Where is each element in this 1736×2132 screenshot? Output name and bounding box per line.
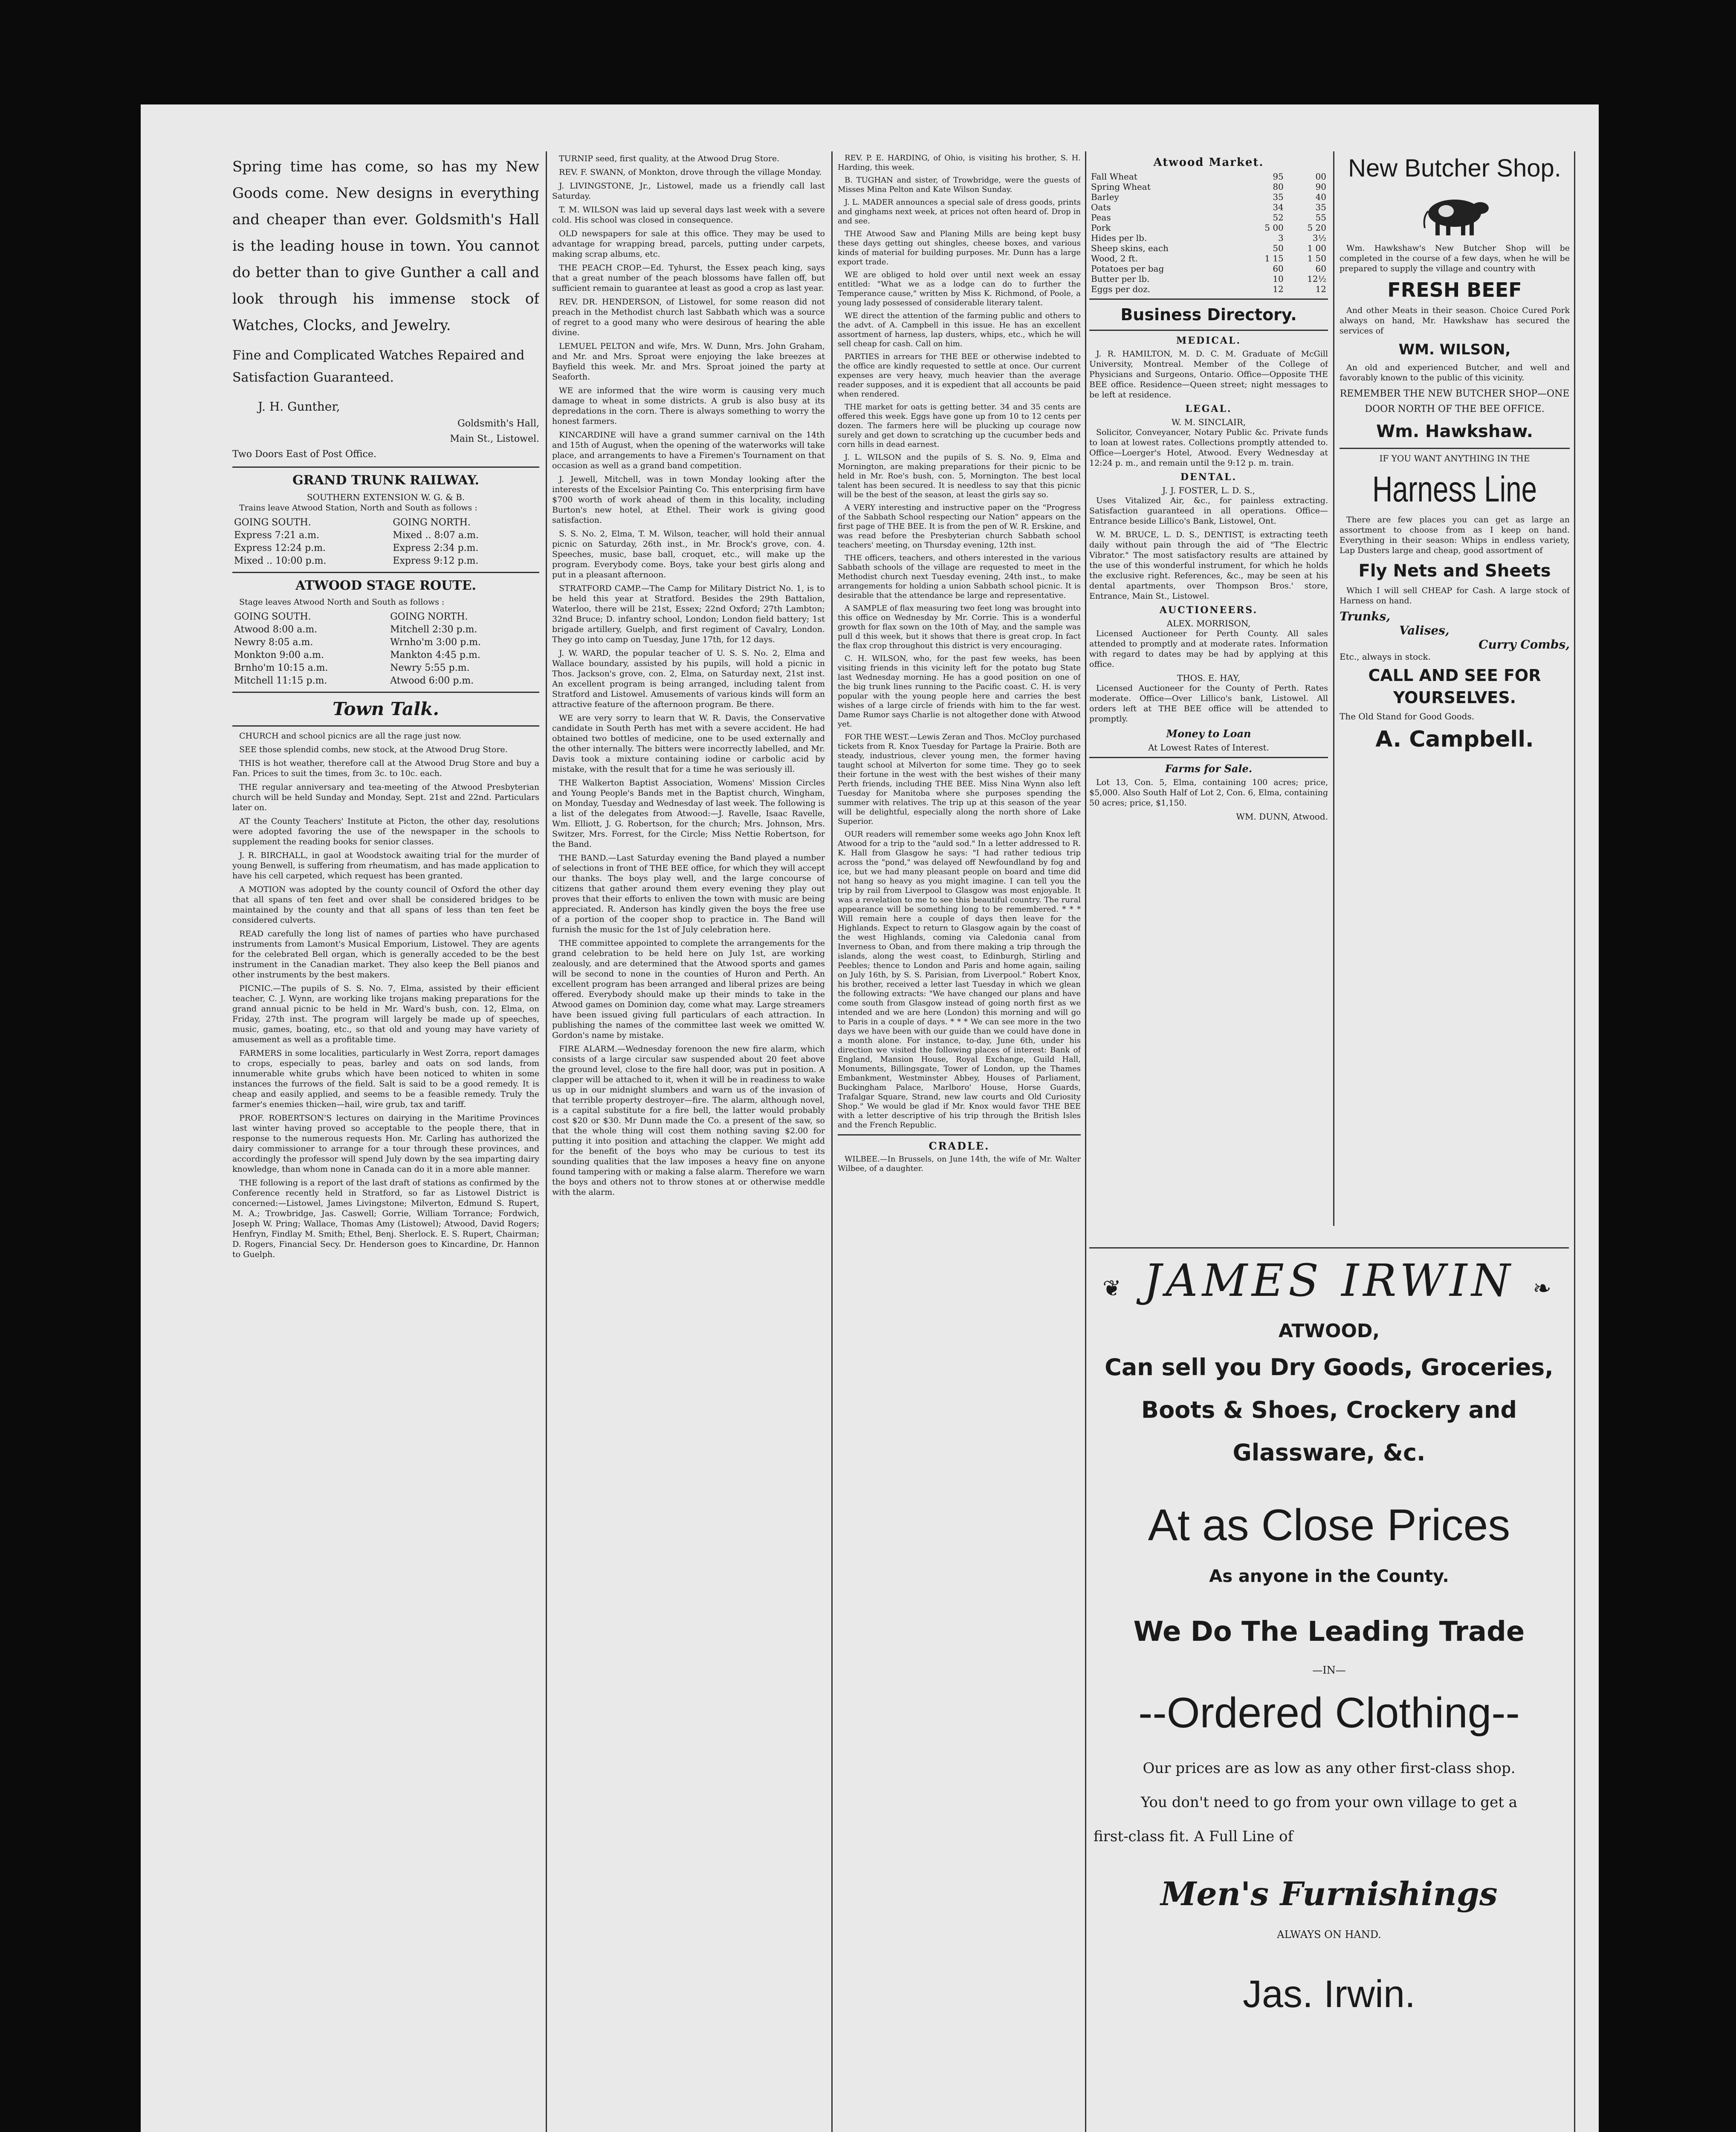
timetable-cell: Express 9:12 p.m. [393, 556, 479, 566]
trunks: Trunks, [1340, 609, 1391, 623]
news-item: A MOTION was adopted by the county council of Oxford the other day that all spans of ten feet and over shall be considered bridges to be maintained by the county and that all spans of less than ten feet be considered culverts. [232, 885, 539, 925]
column-rule [1085, 151, 1086, 2132]
butcher-text3: An old and experienced Butcher, and well and favorably known to the public of this vicinity. [1340, 363, 1570, 382]
farms-heading: Farms for Sale. [1165, 762, 1253, 775]
timetable-cell: Express 2:34 p.m. [393, 543, 479, 553]
news-item: THE BAND.—Last Saturday evening the Band played a number of selections in front of THE BEE office, for which they will accept our thanks. The boys play well, and the large concourse of citizens that gather around them every evening they play out proves that their efforts to enliven the town with music are being appreciated. R. Anderson has kindly given the boys the free use of a portion of the cooper shop to practice in. The Band will furnish the music for the 1st of July celebration here. [552, 853, 825, 934]
news-item: A VERY interesting and instructive paper on the "Progress of the Sabbath School respecting our Nation" appears on the first page of THE BEE. It is from the pen of W. R. Erskine, and was read before the Presbyterian church Sabbath school teachers' meeting, on Thursday evening, 12th inst. [838, 503, 1081, 550]
news-item: B. TUGHAN and sister, of Trowbridge, were the guests of Misses Mina Pelton and Kate Wilson Sunday. [838, 176, 1081, 194]
curry-combs: Curry Combs, [1478, 637, 1570, 652]
gunther-body: Spring time has come, so has my New Goods come. New designs in everything and cheaper than ever. Goldsmith's Hall is the leading house in town. You cannot do better than to give Gunther a call and look through his immense stock of Watches, Clocks, and Jewelry. [232, 158, 539, 334]
market-table [1089, 171, 1328, 294]
hamilton-card: J. R. HAMILTON, M. D. C. M. Graduate of McGill University, Montreal. Member of the College of Physicians and Surgeons, Ontario. Office—Opposite THE BEE office. Residence—Queen street; night messages to be left at residence. [1089, 349, 1328, 400]
call-and-see: CALL AND SEE FOR YOURSELVES. [1368, 666, 1541, 707]
railway-note: Trains leave Atwood Station, North and South as follows : [239, 503, 477, 513]
news-item: THE market for oats is getting better. 34 and 35 cents are offered this week. Eggs have gone up from 10 to 12 cents per dozen. The farmers here will be plucking up courage now surely and get down to scratching up the cucumber beds and corn hills in dead earnest. [838, 403, 1081, 449]
railway-title: GRAND TRUNK RAILWAY. [292, 473, 479, 488]
town-talk-heading: Town Talk. [333, 698, 439, 719]
market-price: 50 [1273, 243, 1284, 253]
cradle-notice: WILBEE.—In Brussels, on June 14th, the wife of Mr. Walter Wilbee, of a daughter. [838, 1155, 1081, 1173]
news-item: WE are very sorry to learn that W. R. Davis, the Conservative candidate in South Perth has met with a severe accident. He had obtained two bottles of medicine, one to be used externally and the other internally. The bitters were incorrectly labelled, and Mr. Davis took a mixture containing iodine or carbolic acid by mistake, with the result that for a time he was seriously ill. [552, 713, 825, 774]
divider [1089, 757, 1328, 758]
news-item: PROF. ROBERTSON'S lectures on dairying in the Maritime Provinces last winter having proved so acceptable to the people there, that in response to the numerous requests Hon. Mr. Carling has authorized the dairy commissioner to arrange for a tour through these provinces, and accordingly the professor will spend July down by the sea imparting dairy knowledge, than whom none in Canada can do it in a more able manner. [232, 1113, 539, 1174]
irwin-line1: Can sell you Dry Goods, Groceries, [1105, 1354, 1554, 1381]
news-item: TURNIP seed, first quality, at the Atwood Drug Store. [559, 154, 780, 163]
stage-table [232, 611, 539, 687]
divider [232, 572, 539, 573]
gunther-addr1: Goldsmith's Hall, [457, 418, 539, 429]
market-price: 10 [1273, 274, 1284, 284]
medical-heading: MEDICAL. [1176, 335, 1241, 346]
irwin-prices: Our prices are as low as any other first-class shop. [1143, 1760, 1516, 1777]
divider [232, 725, 539, 727]
butcher-text: Wm. Hawkshaw's New Butcher Shop will be completed in the course of a few days, when he will be prepared to supply the village and country with [1340, 243, 1570, 273]
column-rule [546, 151, 547, 2132]
news-item: A SAMPLE of flax measuring two feet long was brought into this office on Wednesday by Mr. Corrie. This is a wonderful growth for flax sown on the 10th of May, and the sample was pull d this week, but it shows that there is great crop. In fact the flax crop throughout this district is very encouraging. [838, 604, 1081, 650]
dental-heading: DENTAL. [1180, 472, 1237, 483]
gunther-fine: Fine and Complicated Watches Repaired and Satisfaction Guaranteed. [232, 348, 525, 385]
market-item: Butter per lb. [1091, 274, 1150, 284]
gunther-name: J. H. Gunther, [258, 400, 340, 414]
harness-text: There are few places you can get as large an assortment to choose from as I keep on hand. Everything in their season: Whips in endless variety, Lap Dusters large and cheap, good assortment of [1340, 515, 1570, 555]
news-item: THE committee appointed to complete the arrangements for the grand celebration to be held here on July 1st, are working zealously, and are determined that the Atwood sports and games will be second to none in the counties of Huron and Perth. An excellent program has been arranged and liberal prizes are being offered. Everybody should make up their minds to take in the Atwood games on Dominion day, come what may. Large streamers have been issued giving full particulars of each attraction. In publishing the names of the committee last week we omitted W. Gordon's name by mistake. [552, 939, 825, 1040]
news-item: SEE those splendid combs, new stock, at the Atwood Drug Store. [239, 745, 508, 754]
market-item: Oats [1091, 202, 1111, 212]
market-price: 5 00 [1264, 223, 1284, 233]
irwin-mens: Men's Furnishings [1160, 1875, 1498, 1913]
market-row [1089, 223, 1328, 233]
money-heading: Money to Loan [1166, 727, 1251, 740]
column-rule [1574, 151, 1575, 2132]
newspaper-page [141, 104, 1599, 2132]
timetable-cell: Newry 5:55 p.m. [390, 663, 470, 673]
market-row [1089, 274, 1328, 284]
market-price: 90 [1315, 182, 1326, 192]
news-item: S. S. No. 2, Elma, T. M. Wilson, teacher, will hold their annual picnic on Saturday, 26th inst., in Mr. Brock's grove, con. 4. Speeches, music, base ball, croquet, etc., will make up the program. Everybody come. Boys, take your best girls along and put in a pleasant afternoon. [552, 529, 825, 579]
column-5-ads [1340, 154, 1570, 1232]
sinclair-name: W. M. SINCLAIR, [1171, 417, 1246, 427]
irwin-in: —IN— [1312, 1664, 1346, 1676]
flourish-icon: ❧ [1533, 1276, 1556, 1301]
news-item: PICNIC.—The pupils of S. S. No. 7, Elma, assisted by their efficient teacher, C. J. Wynn, are working like trojans making preparations for the grand annual picnic to be held in Mr. Ward's bush, con. 12, Elma, on Friday, 27th inst. The program will largely be made up of speeches, music, games, boating, etc., so that old and young may have variety of amusement as well as a profitable time. [232, 984, 539, 1044]
hay-name: THOS. E. HAY, [1177, 673, 1241, 683]
news-item: J. L. WILSON and the pupils of S. S. No. 9, Elma and Mornington, are making preparations for their picnic to be held in Mr. Roe's bush, con. 5, Mornington. The best local talent has been secured. It is needless to say that this picnic will be the best of the season, at least the girls say so. [838, 453, 1081, 499]
butcher-heading: New Butcher Shop. [1348, 154, 1561, 182]
divider [1089, 298, 1328, 300]
news-item: WE are informed that the wire worm is causing very much damage to wheat in some districts. A grub is also busy at its depredations in the corn. There is always something to worry the honest farmers. [552, 386, 825, 426]
market-price: 5 20 [1307, 223, 1326, 233]
market-item: Peas [1091, 212, 1111, 223]
irwin-name-text: JAMES IRWIN [1143, 1254, 1515, 1306]
news-item: J. Jewell, Mitchell, was in town Monday looking after the interests of the Excelsior Painting Co. This enterprising firm have $700 worth of work ahead of them in this locality, including Burton's new hotel, at Ethel. Their work is giving good satisfaction. [552, 475, 825, 525]
market-price: 35 [1315, 202, 1326, 212]
market-price: 1 00 [1307, 243, 1326, 253]
irwin-town: ATWOOD, [1278, 1320, 1380, 1342]
money-text: At Lowest Rates of Interest. [1148, 742, 1269, 753]
news-item: THE officers, teachers, and others interested in the various Sabbath schools of the village are requested to meet in the Methodist church next Tuesday evening, 24th inst., to make arrangements for holding a union Sabbath school picnic. It is desirable that the attendance be large and representative. [838, 553, 1081, 600]
fresh-beef: FRESH BEEF [1387, 278, 1522, 301]
irwin-fit: first-class fit. A Full Line of [1094, 1828, 1293, 1845]
divider [232, 466, 539, 468]
timetable-cell: Express 12:24 p.m. [234, 543, 326, 553]
market-item: Barley [1091, 192, 1119, 202]
timetable-cell: Mitchell 2:30 p.m. [390, 624, 477, 635]
timetable-cell: Wrnho'm 3:00 p.m. [390, 637, 481, 648]
market-item: Hides per lb. [1091, 233, 1147, 243]
railway-table [232, 516, 539, 568]
irwin-clothing: --Ordered Clothing-- [1138, 1689, 1520, 1737]
timetable-cell: Mitchell 11:15 p.m. [234, 675, 327, 686]
market-price: 3 [1278, 233, 1284, 243]
market-item: Potatoes per bag [1091, 264, 1164, 274]
divider [838, 1134, 1081, 1136]
cradle-heading: CRADLE. [929, 1140, 990, 1152]
market-price: 55 [1315, 212, 1326, 223]
market-price: 95 [1273, 171, 1284, 182]
market-row [1089, 212, 1328, 223]
butcher-remember: REMEMBER THE NEW BUTCHER SHOP—ONE DOOR NORTH OF THE BEE OFFICE. [1340, 388, 1570, 414]
timetable-cell: Mankton 4:45 p.m. [390, 650, 480, 660]
harness-intro: IF YOU WANT ANYTHING IN THE [1379, 453, 1530, 463]
news-item: THE PEACH CROP.—Ed. Tyhurst, the Essex peach king, says that a great number of the peach blossoms have fallen off, but sufficient remain to guarantee at least as good a crop as last year. [552, 263, 825, 293]
news-item: J. L. MADER announces a special sale of dress goods, prints and ginghams next week, at prices not often heard of. Drop in and see. [838, 198, 1081, 226]
news-item: LEMUEL PELTON and wife, Mrs. W. Dunn, Mrs. John Graham, and Mr. and Mrs. Sproat were enjoying the lake breezes at Bayfield this week. Mr. and Mrs. Sproat joined the party at Seaforth. [552, 342, 825, 382]
irwin-ad [1089, 1243, 1569, 2132]
news-item: READ carefully the long list of names of parties who have purchased instruments from Lamont's Musical Emporium, Listowel. They are agents for the celebrated Bell organ, which is generally acceded to be the best instrument in the Canadian market. They also keep the Bell pianos and other instruments by the best makers. [232, 929, 539, 979]
market-row [1089, 264, 1328, 274]
market-price: 12½ [1307, 274, 1326, 284]
column-4-directory [1089, 154, 1328, 1237]
flourish-icon: ❦ [1102, 1276, 1126, 1301]
harness-heading: Harness Line [1372, 469, 1537, 509]
market-item: Eggs per doz. [1091, 284, 1151, 294]
fly-nets: Fly Nets and Sheets [1358, 561, 1551, 581]
news-item: STRATFORD CAMP.—The Camp for Military District No. 1, is to be held this year at Stratford. Besides the 29th Battalion, Waterloo, there will be 21st, Essex; 22nd Oxford; 27th Lambton; 32nd Bruce; D. infantry school, London; London field battery; 1st brigade artillery, Guelph, and first regiment of Cavalry, London. They go into camp on Tuesday, June 17th, for 12 days. [552, 584, 825, 644]
market-price: 35 [1273, 192, 1284, 202]
news-item: WE are obliged to hold over until next week an essay entitled: "What we as a lodge can do to further the Temperance cause," written by Miss K. Richmond, of Poole, a young lady possessed of considerable literary talent. [838, 270, 1081, 307]
news-item: C. H. WILSON, who, for the past few weeks, has been visiting friends in this vicinity left for the potato bug State last Wednesday morning. He has a good position on one of the big trunk lines running to the Pacific coast. C. H. is very popular with the young people here and carries the best wishes of a large circle of friends with him to the far west. Dame Rumor says Charlie is not altogether done with Atwood yet. [838, 654, 1081, 729]
irwin-line2: Boots & Shoes, Crockery and [1141, 1396, 1517, 1423]
directory-heading: Business Directory. [1120, 305, 1297, 324]
farms-text: Lot 13, Con. 5, Elma, containing 100 acres; price, $5,000. Also South Half of Lot 2, Con. 6, Elma, containing 50 acres; price, $1,150. [1089, 778, 1328, 808]
market-price: 80 [1273, 182, 1284, 192]
market-row [1089, 233, 1328, 243]
news-item: OLD newspapers for sale at this office. They may be used to advantage for wrapping bread, parcels, putting under carpets, making scrap albums, etc. [552, 229, 825, 259]
campbell-signature: A. Campbell. [1375, 727, 1534, 752]
market-price: 1 50 [1307, 253, 1326, 264]
timetable-cell: Monkton 9:00 a.m. [234, 650, 324, 660]
railway-subtitle: SOUTHERN EXTENSION W. G. & B. [307, 492, 465, 502]
timetable-cell: Brnho'm 10:15 a.m. [234, 663, 328, 673]
irwin-always: ALWAYS ON HAND. [1277, 1929, 1381, 1941]
market-row [1089, 253, 1328, 264]
irwin-name [1089, 1253, 1569, 1316]
column-2 [552, 154, 825, 2132]
foster-name: J. J. FOSTER, L. D. S., [1162, 485, 1255, 495]
news-item: KINCARDINE will have a grand summer carnival on the 14th and 15th of August, when the opening of the waterworks will take place, and arrangements to have a Firemen's Tournament on that occasion as well as a grand band competition. [552, 430, 825, 470]
market-row [1089, 243, 1328, 253]
col-head: GOING NORTH. [390, 611, 468, 622]
column-3 [838, 154, 1081, 2132]
gunther-addr3: Two Doors East of Post Office. [232, 449, 376, 460]
irwin-leading: We Do The Leading Trade [1133, 1616, 1525, 1648]
market-price: 3½ [1312, 233, 1326, 243]
harness-text2: Which I will sell CHEAP for Cash. A large stock of Harness on hand. [1340, 586, 1570, 605]
stage-note: Stage leaves Atwood North and South as follows : [239, 597, 445, 607]
foster-card: Uses Vitalized Air, &c., for painless extracting. Satisfaction guaranteed in all operations. Office—Entrance beside Lillico's Bank, Listowel, Ont. [1089, 496, 1328, 526]
col-head: GOING SOUTH. [234, 517, 311, 528]
news-item: THIS is hot weather, therefore call at the Atwood Drug Store and buy a Fan. Prices to suit the times, from 3c. to 10c. each. [232, 759, 539, 778]
butcher-text2: And other Meats in their season. Choice Cured Pork always on hand, Mr. Hawkshaw has secured the services of [1340, 306, 1570, 336]
news-item: WE direct the attention of the farming public and others to the advt. of A. Campbell in this issue. He has an excellent assortment of harness, lap dusters, whips, etc., which he will sell cheap for cash. Call on him. [838, 311, 1081, 348]
auctioneers-heading: AUCTIONEERS. [1159, 605, 1258, 616]
legal-heading: LEGAL. [1185, 403, 1232, 414]
market-item: Pork [1091, 223, 1111, 233]
market-price: 40 [1315, 192, 1326, 202]
harness-etc: Etc., always in stock. [1340, 652, 1431, 662]
market-row [1089, 202, 1328, 212]
market-price: 00 [1315, 171, 1326, 182]
irwin-signature: Jas. Irwin. [1242, 1973, 1416, 2016]
farms-signature: WM. DUNN, Atwood. [1236, 811, 1328, 822]
stage-title: ATWOOD STAGE ROUTE. [295, 578, 476, 593]
news-item: J. W. WARD, the popular teacher of U. S. S. No. 2, Elma and Wallace boundary, assisted by his pupils, will hold a picnic in Thos. Jackson's grove, con. 2, Elma, on Saturday next, 21st inst. An excellent program is being arranged, including talent from Stratford and Listowel. Amusements of various kinds will form an attractive feature of the afternoon program. Be there. [552, 649, 825, 709]
news-item: THE following is a report of the last draft of stations as confirmed by the Conference recently held in Stratford, so far as Listowel District is concerned:—Listowel, James Livingstone; Milverton, Edmund S. Rupert, M. A.; Trowbridge, Jas. Caswell; Gorrie, William Torrance; Fordwich, Joseph W. Pring; Wallace, Thomas Amy (Listowel); Atwood, David Rogers; Henfryn, Findlay M. Smith; Ethel, Benj. Sherlock. E. S. Rupert, Chairman; D. Rogers, Financial Secy. Dr. Henderson goes to Kincardine, Dr. Hannon to Guelph. [232, 1178, 539, 1259]
column-rule [1333, 151, 1334, 1226]
timetable-cell: Express 7:21 a.m. [234, 530, 320, 541]
market-item: Wood, 2 ft. [1091, 253, 1138, 264]
news-item: OUR readers will remember some weeks ago John Knox left Atwood for a trip to the "auld sod." In a letter addressed to R. K. Hall from Glasgow he says: "I had rather tedious trip across the "pond," was delayed off Newfoundland by fog and ice, but we had many pleasant people on board and time did not hang so heavy as you might imagine. I can tell you the trip by rail from Liverpool to Glasgow was most enjoyable. It was a revelation to me to see this beautiful country. The rural appearance will be something long to be remembered. * * * Will remain here a couple of days then leave for the Highlands. Expect to return to Glasgow again by the coast of the west Highlands, coming via Caledonia canal from Inverness to Oban, and from there making a trip through the islands, along the west coast, to Edinburgh, Stirling and Peebles; thence to London and Paris and home again, sailing on July 16th, by S. S. Parisian, from Liverpool." Robert Knox, his brother, received a letter last Tuesday in which we glean the following extracts: "We have changed our plans and have come south from Glasgow instead of going north first as we intended and we are here (London) this morning and will go to Paris in a couple of days. * * * We can see more in the two days we have been with our guide than we could have done in a month alone. For instance, to-day, June 6th, under his direction we visited the following places of interest: Bank of England, Mansion House, Royal Exchange, Guild Hall, Monuments, Billingsgate, Tower of London, up the Thames Embankment, Westminster Abbey, Houses of Parliament, Buckingham Palace, Marlboro' House, Horse Guards, Trafalgar Square, Strand, new law courts and Old Curiosity Shop." We would be glad if Mr. Knox would favor THE BEE with a letter descriptive of his trip through the British Isles and the French Republic. [838, 830, 1081, 1130]
news-item: THE regular anniversary and tea-meeting of the Atwood Presbyterian church will be held Sunday and Monday, Sept. 21st and 22nd. Particulars later on. [232, 782, 539, 812]
morrison-name: ALEX. MORRISON, [1166, 618, 1251, 629]
news-item: AT the County Teachers' Institute at Picton, the other day, resolutions were adopted favoring the use of the newspaper in the schools to supplement the reading books for senior classes. [232, 817, 539, 846]
divider [1089, 1247, 1569, 1248]
market-heading: Atwood Market. [1153, 156, 1264, 169]
news-item: THE Atwood Saw and Planing Mills are being kept busy these days getting out shingles, cheese boxes, and various kinds of material for building purposes. Mr. Dunn has a large export trade. [838, 229, 1081, 266]
sinclair-card: Solicitor, Conveyancer, Notary Public &c. Private funds to loan at lowest rates. Collections promptly attended to. Office—Loerger's Hotel, Atwood. Every Wednesday at 12:24 p. m., and remain until the 9:12 p. m. train. [1089, 428, 1328, 468]
market-price: 12 [1315, 284, 1326, 294]
news-item: FARMERS in some localities, particularly in West Zorra, report damages to crops, especially to peas, barley and oats on sod lands, from innumerable white grubs which have been noticed to whiten in some instances the furrows of the field. Salt is said to be a good remedy. It is cheap and easily applied, and seems to be a feasible remedy. Truly the farmer's enemies thicken—hail, wire grub, tax and tariff. [232, 1049, 539, 1109]
timetable-cell: Mixed .. 8:07 a.m. [393, 530, 479, 541]
market-price: 60 [1273, 264, 1284, 274]
market-price: 52 [1273, 212, 1284, 223]
market-row [1089, 192, 1328, 202]
news-item: PARTIES in arrears for THE BEE or otherwise indebted to the office are kindly requested to settle at once. Our current expenses are very heavy, much heavier than the average reader supposes, and it is expedient that all accounts be paid when rendered. [838, 352, 1081, 399]
news-item: CHURCH and school picnics are all the rage just now. [239, 731, 462, 741]
cow-icon [1412, 188, 1497, 239]
timetable-cell: Atwood 8:00 a.m. [234, 624, 318, 635]
hawkshaw-signature: Wm. Hawkshaw. [1376, 422, 1533, 441]
stage-route [232, 577, 539, 687]
valises: Valises, [1399, 623, 1450, 637]
timetable-cell: Newry 8:05 a.m. [234, 637, 313, 648]
old-stand: The Old Stand for Good Goods. [1340, 711, 1475, 721]
news-item: FIRE ALARM.—Wednesday forenoon the new fire alarm, which consists of a large circular saw suspended about 20 feet above the ground level, close to the fire hall door, was put in position. A clapper will be attached to it, when it will be in readiness to wake us up in our midnight slumbers and warn us of the invasion of that terrible property destroyer—fire. The alarm, although novel, is a capital substitute for a fire bell, the latter would probably cost $20 or $30. Mr Dunn made the Co. a present of the saw, so that the whole thing will cost them nothing saving $2.00 for putting it into position and attaching the clapper. We might add for the benefit of the boys who may be curious to test its sounding qualities that the law imposes a heavy fine on anyone found tampering with or making a false alarm. Therefore we warn the boys and others not to throw stones at or otherwise meddle with the alarm. [552, 1044, 825, 1197]
col-head: GOING NORTH. [393, 517, 471, 528]
divider [1089, 330, 1328, 331]
irwin-county: As anyone in the County. [1209, 1567, 1449, 1586]
morrison-card: Licensed Auctioneer for Perth County. All sales attended to promptly and at moderate rates. Information with regard to dates may be had by applying at this office. [1089, 629, 1328, 669]
wilson-name: WM. WILSON, [1398, 341, 1511, 358]
news-item: T. M. WILSON was laid up several days last week with a severe cold. His school was closed in consequence. [552, 205, 825, 225]
gunther-ad [232, 154, 539, 462]
irwin-close-prices: At as Close Prices [1148, 1501, 1510, 1550]
news-item: THE Walkerton Baptist Association, Womens' Mission Circles and Young People's Bands met in the Baptist church, Wingham, on Monday, Tuesday and Wednesday of last week. The following is a list of the delegates from Atwood:—J. Ravelle, Isaac Ravelle, Wm. Elliott, J. G. Robertson, for the church; Mrs. Johnson, Mrs. Switzer, Mrs. Forrest, for the Circle; Miss Nettie Robertson, for the Band. [552, 778, 825, 849]
divider [1340, 448, 1570, 449]
news-item: J. R. BIRCHALL, in gaol at Woodstock awaiting trial for the murder of young Benwell, is suffering from rheumatism, and has made application to have his cell carpeted, which request has been granted. [232, 851, 539, 881]
market-item: Fall Wheat [1091, 171, 1137, 182]
market-item: Spring Wheat [1091, 182, 1151, 192]
market-price: 60 [1315, 264, 1326, 274]
news-item: J. LIVINGSTONE, Jr., Listowel, made us a friendly call last Saturday. [552, 181, 825, 201]
col-head: GOING SOUTH. [234, 611, 311, 622]
news-item: REV. F. SWANN, of Monkton, drove through the village Monday. [559, 168, 822, 177]
timetable-cell: Mixed .. 10:00 p.m. [234, 556, 327, 566]
market-row [1089, 182, 1328, 192]
market-price: 34 [1273, 202, 1284, 212]
news-item: FOR THE WEST.—Lewis Zeran and Thos. McCloy purchased tickets from R. Knox Tuesday for Partage la Prairie. Both are steady, industrious, clever young men, the former having taught school at Milverton for some time. They go to seek their fortune in the west with the best wishes of their many Perth friends, including THE BEE. Miss Nina Wynn also left Tuesday for Manitoba where she purposes spending the summer with relatives. The trip up at this season of the year will be delightful, especially along the north shore of Lake Superior. [838, 733, 1081, 826]
divider [232, 692, 539, 693]
column-1 [232, 154, 539, 2132]
market-price: 12 [1273, 284, 1284, 294]
news-item: REV. DR. HENDERSON, of Listowel, for some reason did not preach in the Methodist church last Sabbath which was a source of regret to a good many who were desirous of hearing the able divine. [552, 297, 825, 337]
bruce-card: W. M. BRUCE, L. D. S., DENTIST, is extracting teeth daily without pain through the aid of "The Electric Vibrator." The most satisfactory results are attained by the use of this wonderful instrument, for which he holds the exclusive right. References, &c., may be seen at his dental apartments, over Thompson Bros.' store, Entrance, Main St., Listowel. [1089, 530, 1328, 601]
market-row [1089, 171, 1328, 182]
hay-card: Licensed Auctioneer for the County of Perth. Rates moderate. Office—Over Lillico's bank, Listowel. All orders left at THE BEE office will be attended to promptly. [1089, 684, 1328, 724]
timetable-cell: Atwood 6:00 p.m. [390, 675, 474, 686]
column-rule [831, 151, 833, 2132]
market-price: 1 15 [1264, 253, 1284, 264]
market-item: Sheep skins, each [1091, 243, 1169, 253]
news-item: REV. P. E. HARDING, of Ohio, is visiting his brother, S. H. Harding, this week. [838, 154, 1081, 172]
irwin-line3: Glassware, &c. [1233, 1439, 1426, 1466]
railway-timetable [232, 472, 539, 568]
irwin-village: You don't need to go from your own village to get a [1141, 1794, 1517, 1811]
gunther-addr2: Main St., Listowel. [450, 434, 539, 444]
market-row [1089, 284, 1328, 294]
